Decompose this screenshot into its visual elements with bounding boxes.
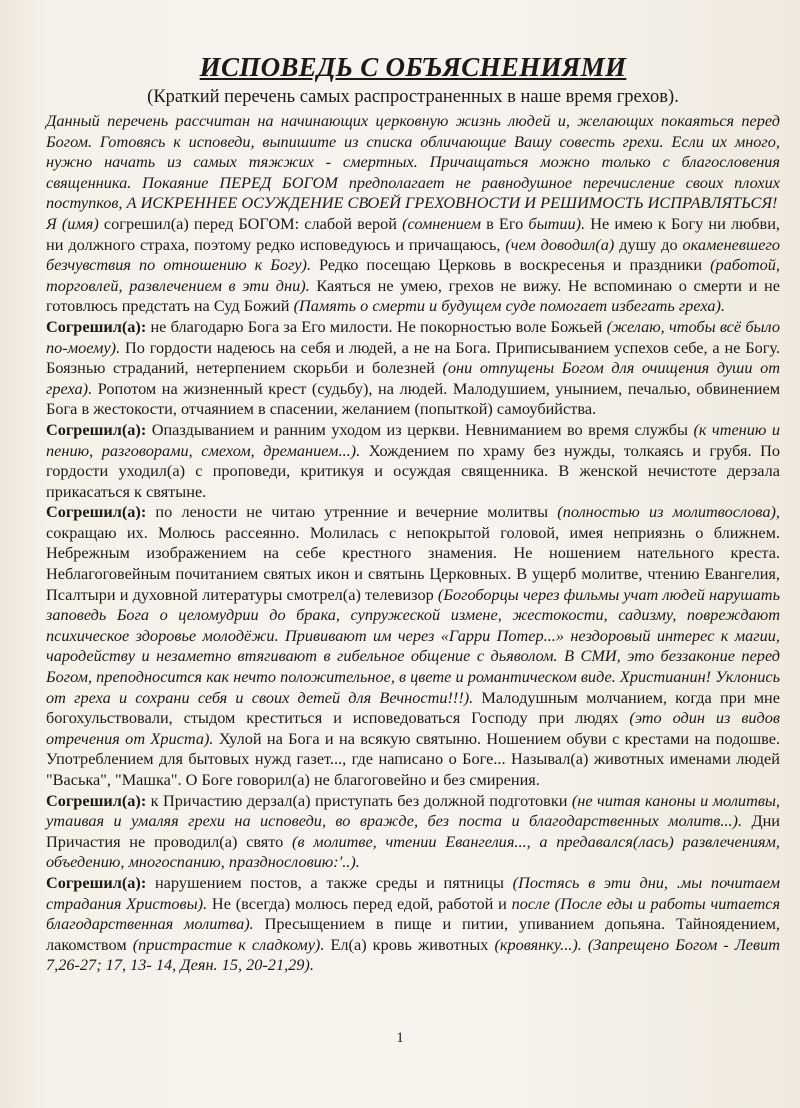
italic-segment: (желаю, чтобы всё было по-моему). [46, 316, 780, 357]
italic-segment: (работой, торговлей, развлечением в эти дни). [46, 255, 780, 295]
italic-segment: Я (имя) [46, 213, 99, 233]
italic-segment: бытии). [528, 213, 586, 233]
confession-paragraph [46, 317, 780, 420]
italic-segment: (полностью из молитвослова), [557, 502, 780, 522]
italic-segment: (Постясь в эти дни, .мы почитаем страдания Христовы). [46, 872, 780, 913]
confession-paragraphs [46, 214, 780, 976]
italic-segment: (кровянку...). (Запрещено Богом - Левит 7,26-27; 17, 13- 14, Деян. 15, 20-21,29). [46, 934, 780, 975]
paragraph-label: Согрешил(а): [46, 872, 147, 892]
paragraph-label: Согрешил(а): [46, 790, 147, 810]
text-segment: Хулой на Бога и на всякую святыню. Ношением обуви с крестами на подошве. Употреблением для бытовых нужд газет..., где написано о Боге... Называл(а) животных именами людей "Васька", "Машка". О Боге говорил(а) не благоговейно и без смирения. [46, 728, 780, 789]
page-number: 1 [396, 1030, 404, 1046]
text-segment: сокращаю их. Молюсь рассеянно. Молилась с непокрытой головой, имея неприязнь о ближнем. Небрежным изображением на себе крестного знамения. Не ношением нательного креста. Неблагоговейным почитанием святых икон и святынь Церковных. В ущерб молитве, чтению Евангелия, Псалтыри и духовной литературы смотрел(а) телевизор [46, 522, 780, 604]
paragraph-label: Согрешил(а): [46, 316, 147, 336]
text-segment: Ел(а) кровь животных [324, 934, 495, 954]
italic-segment: (Богоборцы через фильмы учат людей нарушать заповедь Бога о целомудрии до брака, супружеской измене, жестокости, садизму, повреждают психическое здоровье молодёжи. Прививают им через «Гарри Потер...» нездоровый интерес к магии, чародейству и незаметно втягивают в гибельное общение с дьяволом. В СМИ, это беззаконие перед Богом, преподносится как нечто положительное, в цвете и романтическом виде. Христианин! Уклонись от греха и сохрани себя и своих детей для Вечности!!!). [46, 584, 780, 707]
text-segment: Редко посещаю Церковь в воскресенья и праздники [311, 255, 711, 275]
text-segment: По гордости надеюсь на себя и людей, а не на Бога. Приписыванием успехов себе, а не Богу. Боязнью страданий, нетерпением скорьби и болезней [46, 337, 780, 378]
text-segment: к Причастию дерзал(а) приступать без должной подготовки [146, 790, 572, 810]
paragraph-label: Согрешил(а): [46, 502, 147, 522]
intro-paragraph: Данный перечень рассчитан на начинающих церковную жизнь людей и, желающих покаяться перед Богом. Готовясь к исповеди, выпишите из списка обличающие Вашу совесть грехи. Если их много, нужно начать из самых тяжжих - смертных. Причащаться можно только с благословения священника. Покаяние ПЕРЕД БОГОМ предполагает не равнодушное перечисление своих плохих поступков, А ИСКРЕННЕЕ ОСУЖДЕНИЕ СВОЕЙ ГРЕХОВНОСТИ И РЕШИМОСТЬ ИСПРАВЛЯТЬСЯ! [46, 111, 780, 213]
text-segment: Не имею к Богу ни любви, ни должного страха, поэтому редко исповедуюсь и причащаюсь, [46, 213, 781, 254]
text-segment: Каяться не умею, грехов не вижу. Не вспоминаю о смерти и не готовлюсь предстать на Суд Божий [46, 275, 780, 316]
italic-segment: (сомнением [402, 213, 481, 233]
confession-paragraph [46, 420, 780, 502]
text-segment: Хождением по храму без нужды, толкаясь и грубя. По гордости уходил(а) с проповеди, критикуя и осуждая священника. В женской нечистоте дерзала прикасаться к святыне. [46, 440, 780, 501]
document-subtitle: (Краткий перечень самых распространенных в наше время грехов). [147, 87, 679, 107]
text-segment: не благодарю Бога за Его милости. Не покорностью воле Божьей [146, 316, 607, 336]
text-segment: согрешил(а) перед БОГОМ: слабой верой [98, 213, 403, 233]
text-segment: Малодушным молчанием, когда при мне богохульствовали, стыдом креститься и исповедоваться Господу при людях [46, 687, 780, 728]
italic-segment: (чем доводил(а) [505, 234, 615, 254]
italic-segment: окаменевшего безчувствия по отношению к Богу). [46, 234, 780, 275]
text-segment: по лености не читаю утренние и вечерние молитвы [146, 502, 558, 522]
text-segment: Опаздыванием и ранним уходом из церкви. Невниманием во время службы [146, 419, 694, 439]
document-title: ИСПОВЕДЬ С ОБЪЯСНЕНИЯМИ [199, 52, 627, 82]
italic-segment: (в молитве, чтении Евангелия..., а предавался(лась) развлечениям, объедению, многоспанию, празднословию:'..). [46, 831, 781, 872]
text-segment: Ропотом на жизненный крест (судьбу), на людей. Малодушием, унынием, печалью, обвинением Бога в жестокости, отчаянием в спасении, желанием (попыткой) самоубийства. [46, 378, 780, 419]
italic-segment: (к чтению и пению, разговорами, смехом, дреманием...). [46, 419, 780, 460]
paragraph-label: Согрешил(а): [46, 419, 147, 439]
text-segment: Пресыщением в пище и питии, упиванием допьяна. Тайноядением, лакомством [46, 914, 780, 954]
text-segment: Не (всегда) молюсь перед едой, работой и [207, 893, 512, 913]
italic-segment: (Память о смерти и будущем суде помогает избегать греха). [293, 296, 725, 316]
italic-segment: (они отпущены Богом для очищения души от греха). [46, 358, 780, 398]
text-segment: Дни Причастия не проводил(а) свято [46, 811, 780, 851]
italic-segment: (пристрастие к сладкому). [132, 934, 325, 954]
confession-paragraph [46, 873, 780, 976]
italic-segment: (не читая каноны и молитвы, утаивая и умаляя грехи на исповеди, во вражде, без поста и благодарственных молитв...). [46, 790, 780, 831]
text-segment: душу до [614, 234, 683, 254]
confession-paragraph [46, 502, 780, 790]
confession-paragraph [46, 214, 780, 317]
confession-paragraph [46, 791, 780, 873]
text-segment: в Его [480, 213, 529, 233]
italic-segment: (это один из видов отречения от Христа). [46, 708, 780, 748]
italic-segment: после (После еды и работы читается благодарственная молитва). [46, 893, 781, 934]
text-segment: нарушением постов, а также среды и пятницы [146, 872, 513, 892]
